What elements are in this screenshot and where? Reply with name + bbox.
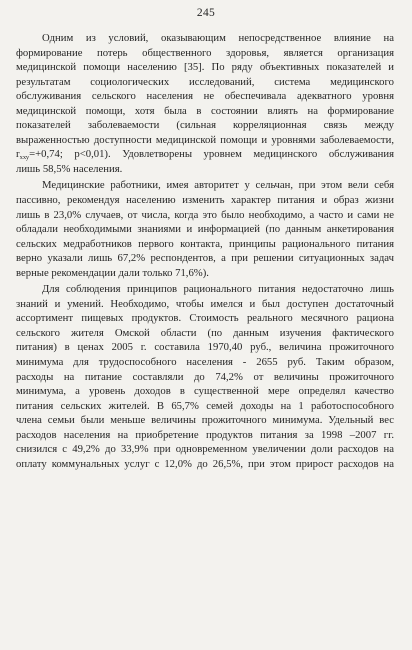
text-line: верно указали лишь 67,2% респондентов, а при решении ситуационных задач bbox=[16, 252, 394, 265]
text-line: медицинской помощи населению [35]. По ряду объективных показателей и bbox=[16, 61, 394, 74]
text-line: Для соблюдения принципов рационального питания недостаточно лишь bbox=[42, 283, 394, 296]
text-line: сельских медработников первого контакта, принципы рационального питания bbox=[16, 237, 394, 250]
text-line: минимума для трудоспособного населения - 2655 руб. Таким образом, bbox=[16, 356, 394, 369]
stat-value: =+0,74; p<0,01). Удовлетворены уровнем медицинского обслуживания bbox=[29, 148, 394, 161]
text-line: оплату коммунальных услуг с 12,0% до 26,5%, при этом прирост расходов на bbox=[16, 457, 394, 470]
text-line: лишь 58,5% населения. bbox=[16, 162, 123, 175]
text-line: сельского жителя Омской области (по данным изучения фактического bbox=[16, 326, 394, 339]
text-line: Медицинские работники, имея авторитет у сельчан, при этом вели себя bbox=[42, 179, 394, 192]
text-line: снизился с 49,2% до 33,9% при одновременном увеличении доли расходов на bbox=[16, 443, 394, 456]
text-line: выраженностью доступности медицинской помощи и уровнями заболеваемости, bbox=[16, 133, 394, 146]
text-line: ассортимент пищевых продуктов. Стоимость реального месячного рациона bbox=[16, 312, 394, 325]
text-line: питания) в ценах 2005 г. составила 1970,40 руб., величина прожиточного bbox=[16, 341, 394, 354]
text-line: питания сельских жителей. В 65,7% семей доходы на 1 работоспособного bbox=[16, 399, 394, 412]
text-line: медицинской помощи, хотя была в состоянии влиять на формирование bbox=[16, 104, 394, 117]
text-line: пассивно, рекомендуя населению изменить характер питания и образ жизни bbox=[16, 194, 394, 207]
stat-symbol: r bbox=[16, 148, 20, 161]
paragraph-1 bbox=[16, 31, 394, 176]
text-line: расходов населения на приобретение продуктов питания за 1998 –2007 гг. bbox=[16, 428, 394, 441]
text-line: знаний и умений. Необходимо, чтобы имелся и был доступен достаточный bbox=[16, 297, 394, 310]
text-line: результатам социологических исследований, система медицинского bbox=[16, 75, 394, 88]
text-line: показателей заболеваемости (сильная корреляционная связь между bbox=[16, 119, 394, 132]
text-line: минимума, а уровень доходов в существенной мере определял качество bbox=[16, 385, 394, 398]
paragraph-3 bbox=[16, 282, 394, 471]
stat-subscript: хху bbox=[19, 154, 30, 162]
text-line: члена семьи были меньше величины прожиточного минимума. Удельный вес bbox=[16, 414, 394, 427]
text-line-correlation bbox=[16, 147, 394, 162]
text-line: Одним из условий, оказывающим непосредственное влияние на bbox=[42, 32, 394, 44]
text-line: обслуживания сельского населения не обеспечивала адекватного уровня bbox=[16, 90, 394, 103]
text-line: формирование потерь общественного здоровья, является организация bbox=[16, 46, 394, 59]
text-line: расходы на питание составляли до 74,2% от величины прожиточного bbox=[16, 370, 394, 383]
paragraph-2 bbox=[16, 178, 394, 280]
text-line: верные рекомендации дали только 71,6%). bbox=[16, 266, 209, 279]
page-number: 245 bbox=[196, 7, 216, 19]
text-line: лишь в 23,0% случаев, от числа, когда это было необходимо, а часто и сами не bbox=[16, 208, 394, 221]
page-body bbox=[16, 31, 394, 473]
text-line: обладали необходимыми знаниями и информацией (по данным анкетирования bbox=[16, 223, 394, 236]
